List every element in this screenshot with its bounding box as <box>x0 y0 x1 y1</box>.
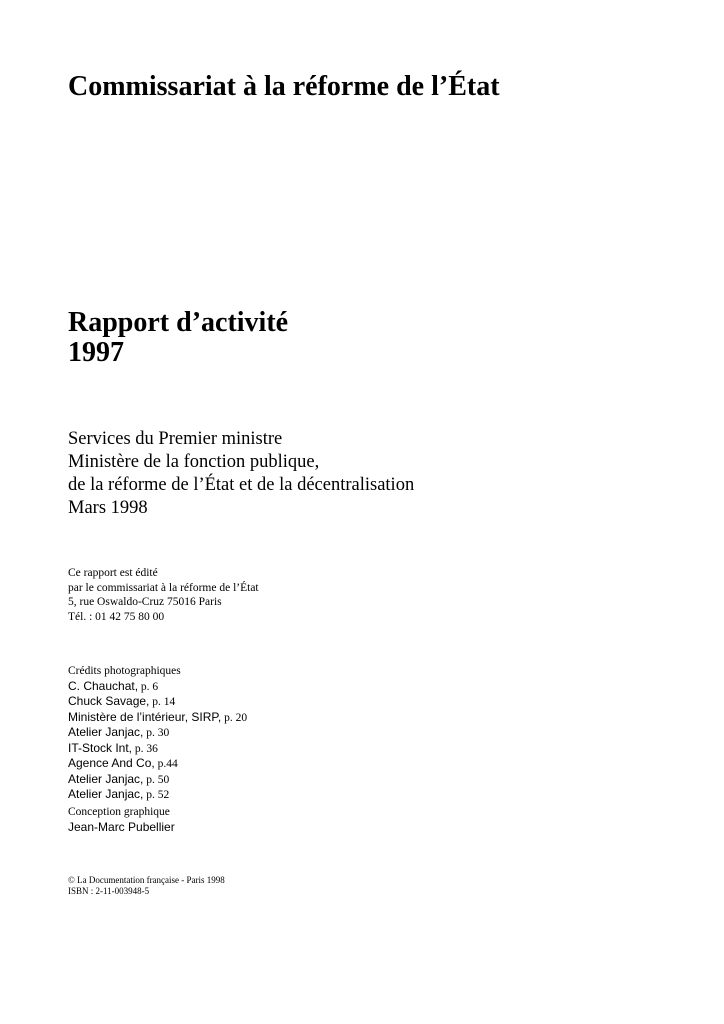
isbn: ISBN : 2-11-003948-5 <box>68 886 150 896</box>
credit-item <box>68 710 247 726</box>
services-line: de la réforme de l’État et de la décentralisation <box>68 475 415 495</box>
credit-item <box>68 725 247 741</box>
credit-page: p.44 <box>154 758 178 770</box>
credit-page: p. 50 <box>143 773 170 786</box>
credit-page: p. 14 <box>149 696 176 708</box>
photo-credits-block <box>68 664 247 803</box>
credit-item <box>68 679 247 695</box>
services-line: Ministère de la fonction publique, <box>68 452 320 472</box>
credit-item <box>68 756 247 772</box>
credit-item <box>68 787 247 803</box>
services-block <box>68 428 414 520</box>
publisher-block <box>68 566 259 624</box>
publisher-phone: Tél. : 01 42 75 80 00 <box>68 610 165 623</box>
design-heading: Conception graphique <box>68 806 170 818</box>
services-line: Services du Premier ministre <box>68 429 283 449</box>
credit-name: Atelier Janjac, <box>68 787 144 801</box>
designer-name: Jean-Marc Pubellier <box>68 819 175 834</box>
copyright-block <box>68 875 225 897</box>
credit-item <box>68 694 247 710</box>
credit-page: p. 52 <box>143 789 170 801</box>
credits-heading: Crédits photographiques <box>68 665 181 677</box>
credit-name: Atelier Janjac, <box>68 771 144 786</box>
services-date: Mars 1998 <box>68 498 148 518</box>
copyright-line: © La Documentation française - Paris 1998 <box>68 875 225 885</box>
report-year: 1997 <box>68 337 124 368</box>
publisher-address: 5, rue Oswaldo-Cruz 75016 Paris <box>68 596 222 608</box>
credit-page: p. 6 <box>138 680 159 693</box>
credit-page: p. 36 <box>132 742 158 755</box>
credit-name: Chuck Savage, <box>68 694 150 708</box>
credit-name: Atelier Janjac, <box>68 725 144 739</box>
credit-page: p. 20 <box>221 711 248 724</box>
credit-name: C. Chauchat, <box>68 678 139 693</box>
credit-page: p. 30 <box>143 727 170 739</box>
report-title-line: Rapport d’activité <box>68 307 289 338</box>
publisher-line: par le commissariat à la réforme de l’État <box>68 581 259 594</box>
publisher-line: Ce rapport est édité <box>68 567 158 579</box>
credit-item <box>68 772 247 788</box>
credit-name: Ministère de l’intérieur, SIRP, <box>68 709 222 724</box>
credit-item <box>68 741 247 757</box>
page-title: Commissariat à la réforme de l’État <box>68 71 500 102</box>
credit-name: IT-Stock Int, <box>68 740 133 755</box>
credit-name: Agence And Co, <box>68 756 155 770</box>
report-title <box>68 308 288 368</box>
graphic-design-block <box>68 805 175 834</box>
